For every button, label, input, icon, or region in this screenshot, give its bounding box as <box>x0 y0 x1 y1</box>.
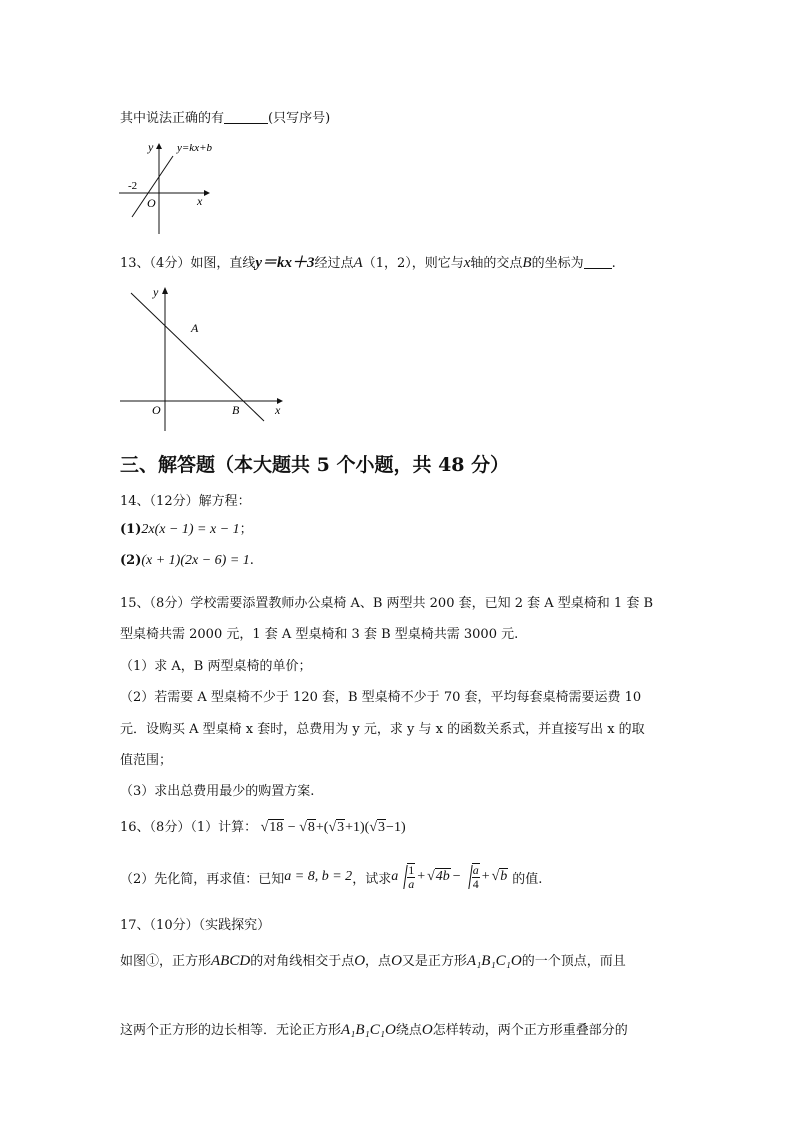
q14-part1-label: (1) <box>120 522 142 537</box>
q14-part1-expr: 2x(x − 1) = x − 1 <box>141 522 240 537</box>
q16-part1 <box>120 816 406 836</box>
square-a1b1c1o: A₁B₁C₁O <box>341 1022 396 1038</box>
square-a1b1c1o: A₁B₁C₁O <box>466 953 522 969</box>
q15-line-7: （3）求出总费用最少的购置方案. <box>120 784 315 799</box>
q16-part2-condition: a = 8, b = 2 <box>284 869 353 884</box>
q13-prefix: 13、（4分）如图，直线 <box>120 256 256 271</box>
graph2-b-label: B <box>232 403 240 417</box>
graph1-x-label: x <box>197 194 203 208</box>
q13-suffix: 的坐标为 <box>531 256 584 271</box>
graph2-x-label: x <box>275 403 281 417</box>
q16-part2-prefix: （2）先化简，再求值：已知 <box>120 871 285 887</box>
point-o: O <box>354 953 366 969</box>
q16-part1-expr: √18 − √8+(√3+1)(√3−1) <box>260 820 406 835</box>
q13-equation: y＝kx＋3 <box>255 255 315 271</box>
graph1-y-label: y <box>148 140 154 154</box>
graph1-eq-label: y=kx+b <box>177 142 212 154</box>
q15-line-4: （2）若需要 A 型桌椅不少于 120 套，B 型桌椅不少于 70 套，平均每套桌椅需要运费 10 <box>120 690 642 705</box>
graph1-intercept-label: -2 <box>128 180 138 192</box>
q15-line-3: （1）求 A，B 两型桌椅的单价； <box>120 659 312 674</box>
graph-line-y-kx-b <box>115 138 235 238</box>
q13-point-b: B <box>522 255 532 271</box>
q13-answer-blank[interactable] <box>584 256 612 269</box>
q13-x-var: x <box>463 255 471 271</box>
q15-line-2: 型桌椅共需 2000 元，1 套 A 型桌椅和 3 套 B 型桌椅共需 3000 元. <box>120 627 519 642</box>
q13-point-a-coords: （1，2），则它与 <box>362 256 464 271</box>
sqrt-3-b: √3 <box>369 820 386 835</box>
point-o: O <box>421 1022 433 1038</box>
q14-part1-end: ； <box>239 522 253 537</box>
q14-part1 <box>120 518 253 538</box>
q15-line-6: 值范围； <box>120 753 173 768</box>
point-o: O <box>391 953 402 969</box>
q13-end: . <box>611 256 616 271</box>
q17-line-2: 这两个正方形的边长相等．无论正方形A₁B₁C₁O绕点O怎样转动，两个正方形重叠部分的 <box>120 1022 628 1038</box>
graph1-y-arrow <box>156 143 162 149</box>
graph1-origin-label: O <box>147 196 156 210</box>
graph2-y-label: y <box>153 285 159 299</box>
graph2-y-arrow <box>162 287 168 294</box>
q16-part2-expr: a $\frac{1}{a}$ + √4b − $\frac{a}{4}$ + √b <box>391 863 508 891</box>
q14-part2-expr: (x + 1)(2x − 6) = 1 <box>141 553 250 568</box>
q17-line-1: 如图①，正方形ABCD的对角线相交于点O，点O又是正方形A₁B₁C₁O的一个顶点，而且 <box>120 953 626 969</box>
q12-answer-line <box>120 107 330 126</box>
section-3-title: 三、解答题（本大题共 5 个小题，共 48 分） <box>120 454 510 476</box>
q13-middle: 经过点 <box>314 256 354 271</box>
q14-part2-label: (2) <box>120 553 142 568</box>
q16-part2 <box>120 857 542 897</box>
sqrt-1-over-a: $\frac{1}{a}$ <box>398 863 415 891</box>
q14-header: 14、（12分）解方程： <box>120 494 251 509</box>
q17-header: 17、（10分）（实践探究） <box>120 918 271 933</box>
q15-line-1: 15、（8分）学校需要添置教师办公桌椅 A、B 两型共 200 套，已知 2 套 A 型桌椅和 1 套 B <box>120 596 654 611</box>
sqrt-3-a: √3 <box>328 820 345 835</box>
sqrt-4b: √4b <box>427 869 450 884</box>
graph2-origin-label: O <box>152 403 161 417</box>
q14-part2-end: . <box>249 553 254 568</box>
q16-part1-label: 16、（8分）（1）计算： <box>120 820 258 835</box>
graph1-x-arrow <box>204 190 210 196</box>
square-abcd: ABCD <box>211 953 251 969</box>
q12-answer-blank[interactable] <box>224 111 268 124</box>
graph2-a-label: A <box>191 321 199 335</box>
sqrt-18: √18 <box>260 820 284 835</box>
q13-question <box>120 251 616 272</box>
graph2-line <box>131 293 264 421</box>
q13-axis-text: 轴的交点 <box>470 256 523 271</box>
q16-part2-suffix: 的值. <box>512 871 543 887</box>
q14-part2 <box>120 553 254 569</box>
sqrt-8: √8 <box>299 820 315 835</box>
q13-point-a: A <box>353 255 363 271</box>
q16-part2-try: ，试求 <box>352 871 392 887</box>
graph-line-y-kx-3 <box>115 283 295 433</box>
sqrt-b: √b <box>491 869 508 884</box>
q15-line-5: 元．设购买 A 型桌椅 x 套时，总费用为 y 元，求 y 与 x 的函数关系式，并直接写出 x 的取 <box>120 722 645 737</box>
q12-prompt: 其中说法正确的有 <box>120 111 225 126</box>
q12-note: (只写序号) <box>268 111 331 126</box>
sqrt-a-over-4: $\frac{a}{4}$ <box>463 863 480 891</box>
